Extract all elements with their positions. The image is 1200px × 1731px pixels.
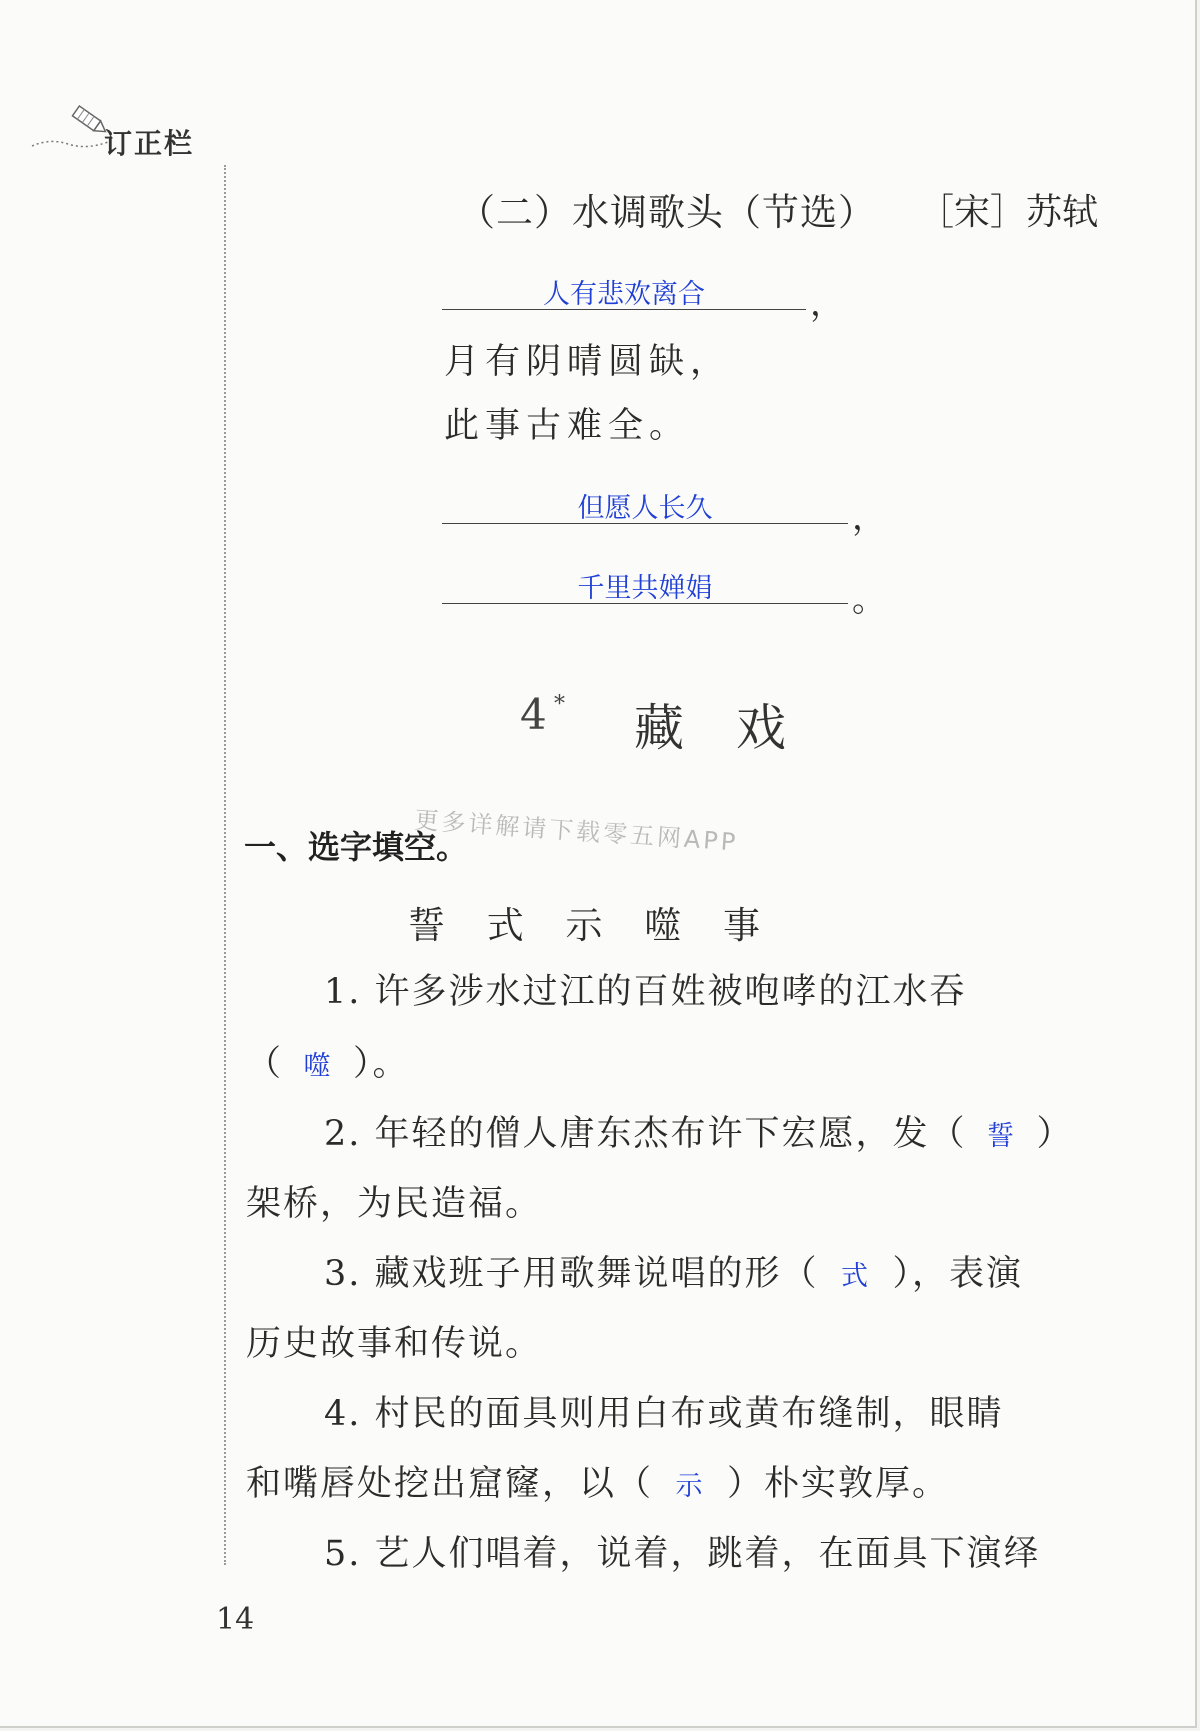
watermark: 更多详解请下载零五网APP xyxy=(413,805,740,857)
question-3-answer: 式 xyxy=(841,1261,871,1292)
poem-line-2: 月有阴晴圆缺， xyxy=(444,342,732,382)
question-1-answer: 噬 xyxy=(303,1051,333,1082)
question-4-line-2: 和嘴唇处挖出窟窿，以（ 示 ）朴实敦厚。 xyxy=(246,1464,950,1504)
poem-blank-1[interactable] xyxy=(442,272,806,310)
poem-punct-5: 。 xyxy=(852,580,886,620)
poem-punct-4: ， xyxy=(852,498,886,538)
question-4-blank[interactable] xyxy=(653,1464,727,1504)
correction-column-label: 订正栏 xyxy=(104,127,195,160)
question-2-line-1: 2. 年轻的僧人唐东杰布许下宏愿，发（ 誓 ） xyxy=(324,1114,1074,1154)
lesson-title: 藏戏 xyxy=(634,699,838,757)
question-5-line-1: 5. 艺人们唱着，说着，跳着，在面具下演绎 xyxy=(324,1534,1041,1574)
lesson-number: 4 xyxy=(520,690,547,739)
question-3-line-1: 3. 藏戏班子用歌舞说唱的形（ 式 ），表演 xyxy=(324,1254,1024,1294)
poem-answer-1: 人有悲欢离合 xyxy=(543,279,705,310)
choice-characters: 誓 式 示 噬 事 xyxy=(408,904,761,947)
poem-blank-4[interactable] xyxy=(442,486,848,524)
poem-line-3: 此事古难全。 xyxy=(444,406,691,446)
lesson-mark: * xyxy=(554,692,565,717)
question-3-line-2: 历史故事和传说。 xyxy=(246,1324,543,1364)
question-2-blank[interactable] xyxy=(967,1114,1037,1154)
question-3-blank[interactable] xyxy=(819,1254,893,1294)
question-1-line-1: 1. 许多涉水过江的百姓被咆哮的江水吞 xyxy=(324,972,967,1012)
page-number: 14 xyxy=(216,1602,255,1637)
question-2-line-2: 架桥，为民造福。 xyxy=(246,1184,543,1224)
margin-divider xyxy=(224,165,226,1565)
section-title: 一、选字填空。 xyxy=(244,828,469,866)
poem-blank-5[interactable] xyxy=(442,566,848,604)
poem-title: （二）水调歌头（节选） xyxy=(458,191,876,234)
question-2-answer: 誓 xyxy=(987,1121,1017,1152)
question-4-line-1: 4. 村民的面具则用白布或黄布缝制，眼睛 xyxy=(324,1394,1004,1434)
poem-answer-5: 千里共婵娟 xyxy=(577,573,713,604)
question-1-line-2: （ 噬 ）。 xyxy=(246,1044,410,1084)
poem-punct-1: ， xyxy=(810,284,844,324)
question-1-blank[interactable] xyxy=(283,1044,353,1084)
poem-author: ［宋］苏轼 xyxy=(918,192,1099,233)
question-4-answer: 示 xyxy=(675,1471,705,1502)
poem-answer-4: 但愿人长久 xyxy=(577,493,713,524)
pencil-icon xyxy=(30,104,110,158)
